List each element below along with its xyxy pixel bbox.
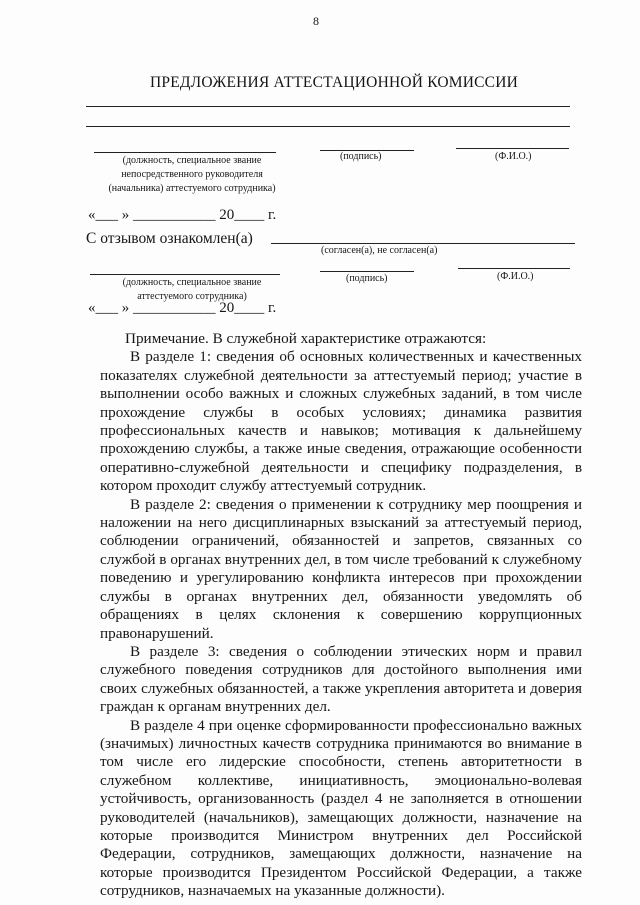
section-2-paragraph: В разделе 2: сведения о применении к сотруднику мер поощрения и наложении на него дисциплинарных взысканий за аттестуемый период, соблюдении ограничений, обязанностей и запретов, связанных со службой в органах внутренних дел, в том числе требований к служебному поведению и урегулированию конфликта интересов при прохождении службы в органах внутренних дел, обязанности уведомлять об обращениях в целях склонения к совершению коррупционных правонарушений. — [100, 495, 582, 642]
section-3-paragraph: В разделе 3: сведения о соблюдении этических норм и правил служебного поведения сотрудников для достойного выполнения ими своих служебных обязанностей, а также укрепления авторитета и доверия граждан к органам внутренних дел. — [100, 642, 582, 716]
proposal-line-1 — [86, 106, 570, 107]
name-line — [456, 148, 569, 149]
signature-label: (подпись) — [340, 151, 382, 162]
position-label: (должность, специальное звание непосредственного руководителя (начальника) аттестуемого сотрудника) — [108, 155, 276, 194]
employee-name-label: (Ф.И.О.) — [497, 271, 534, 282]
section-4-paragraph: В разделе 4 при оценке сформированности профессионально важных (значимых) личностных качеств сотрудника принимаются во внимание в том числе его лидерские способности, степень авторитетности в служебном коллективе, инициативность, эмоционально-волевая устойчивость, организованность (раздел 4 не заполняется в отношении руководителей (начальников), замещающих должности, назначение на которые производится Министром внутренних дел Российской Федерации, сотрудников, замещающих должности, назначение на которые производится Президентом Российской Федерации, а также сотрудников, назначаемых на указанные должности). — [100, 716, 582, 900]
position-line — [94, 152, 276, 153]
employee-name-line — [458, 268, 570, 269]
acknowledgement-text: С отзывом ознакомлен(а) — [86, 230, 253, 247]
name-label: (Ф.И.О.) — [495, 151, 532, 162]
note-body — [100, 330, 582, 901]
employee-signature-label: (подпись) — [346, 273, 388, 284]
agreement-label: (согласен(а), не согласен(а) — [321, 245, 438, 256]
proposal-line-2 — [86, 126, 570, 127]
employee-position-label: (должность, специальное звание аттестуемого сотрудника) — [122, 277, 262, 302]
section-1-paragraph: В разделе 1: сведения об основных количественных и качественных показателях служебной деятельности за аттестуемый период; участие в выполнении особо важных и сложных служебных заданий, в том числе прохождение службы в особых условиях; динамика развития профессиональных качеств и навыков; мотивация к дальнейшему прохождению службы, а также иные сведения, отражающие особенности оперативно-служебной деятельности и специфику подразделения, в котором проходит службу аттестуемый сотрудник. — [100, 348, 582, 495]
employee-date-line: «___ » ___________ 20____ г. — [88, 300, 277, 316]
date-line: «___ » ___________ 20____ г. — [88, 207, 277, 223]
page-title: ПРЕДЛОЖЕНИЯ АТТЕСТАЦИОННОЙ КОМИССИИ — [150, 74, 519, 91]
note-heading: Примечание. В служебной характеристике отражаются: — [125, 330, 487, 347]
employee-position-line — [90, 274, 280, 275]
page-number: 8 — [313, 14, 319, 28]
